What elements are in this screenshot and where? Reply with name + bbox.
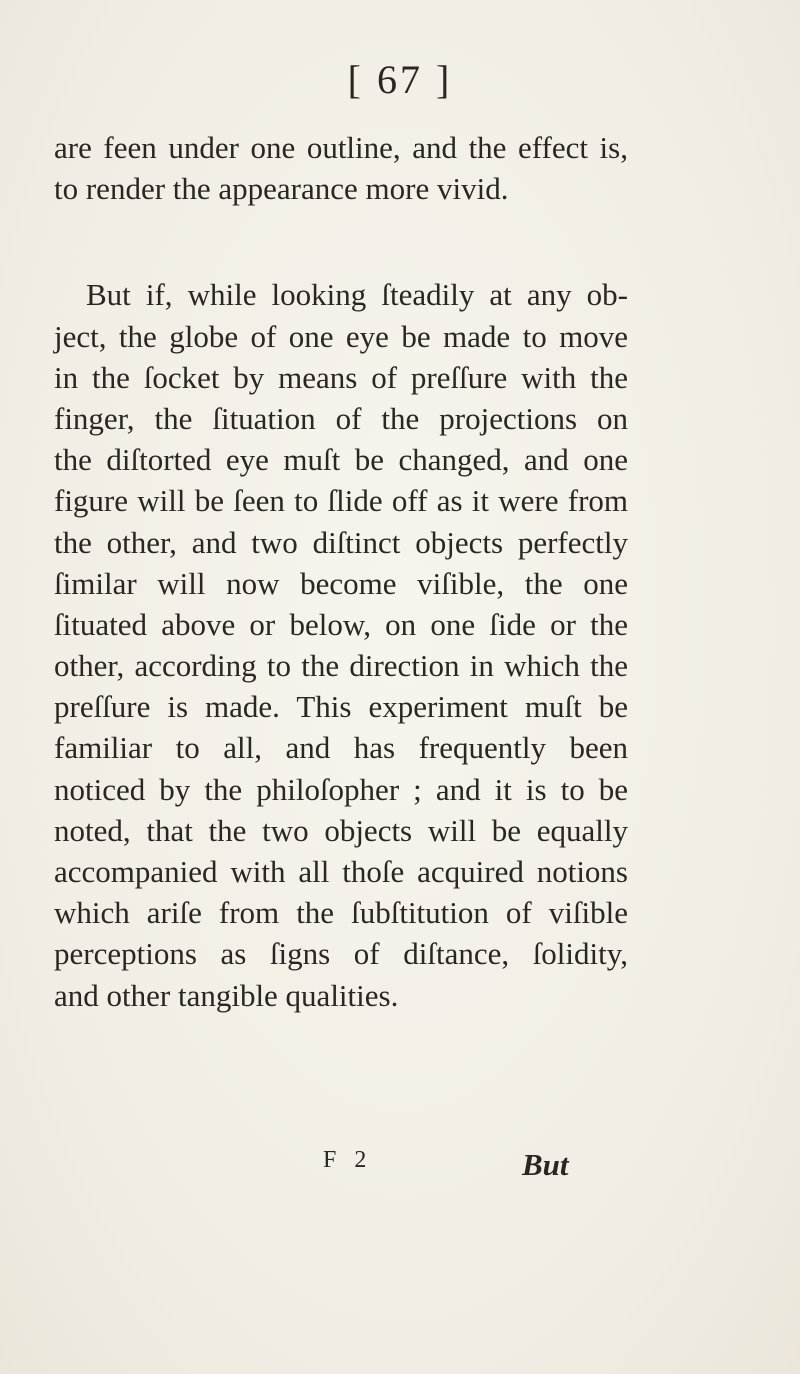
text-line: noted, that the two objects will be equally <box>54 812 628 848</box>
signature-mark: F 2 <box>323 1147 373 1173</box>
text-line: But if, while looking ſteadily at any ob- <box>86 277 628 313</box>
page-number-header: [ 67 ] <box>347 57 453 102</box>
paragraph <box>54 274 628 1015</box>
text-line: finger, the ſituation of the projections on <box>54 400 628 436</box>
text-line: are feen under one outline, and the effect is, <box>54 130 628 165</box>
text-line: ſituated above or below, on one ſide or the <box>54 606 628 642</box>
text-line: other, according to the direction in which the <box>54 648 628 684</box>
text-line: accompanied with all thoſe acquired notions <box>54 854 628 889</box>
catchword: But <box>522 1147 569 1182</box>
page-body-text <box>54 127 628 1016</box>
text-line: to render the appearance more vivid. <box>54 171 509 207</box>
text-line: noticed by the philoſopher ; and it is to be <box>54 771 628 807</box>
text-line: perceptions as ſigns of diſtance, ſolidity, <box>54 936 628 972</box>
text-line: familiar to all, and has frequently been <box>54 730 628 766</box>
paragraph-gap <box>54 209 628 274</box>
paragraph <box>54 127 628 209</box>
text-line: the diſtorted eye muſt be changed, and one <box>54 442 628 478</box>
text-line: figure will be ſeen to ſlide off as it were from <box>54 483 628 519</box>
text-line: and other tangible qualities. <box>54 977 399 1013</box>
text-line: preſſure is made. This experiment muſt be <box>54 689 628 725</box>
text-line: which ariſe from the ſubſtitution of viſible <box>54 895 628 931</box>
text-line: the other, and two diſtinct objects perfectly <box>54 524 628 560</box>
text-line: in the ſocket by means of preſſure with the <box>54 359 628 395</box>
page-footer <box>0 1147 800 1187</box>
text-line: ject, the globe of one eye be made to move <box>54 318 628 354</box>
text-line: ſimilar will now become viſible, the one <box>54 565 628 601</box>
